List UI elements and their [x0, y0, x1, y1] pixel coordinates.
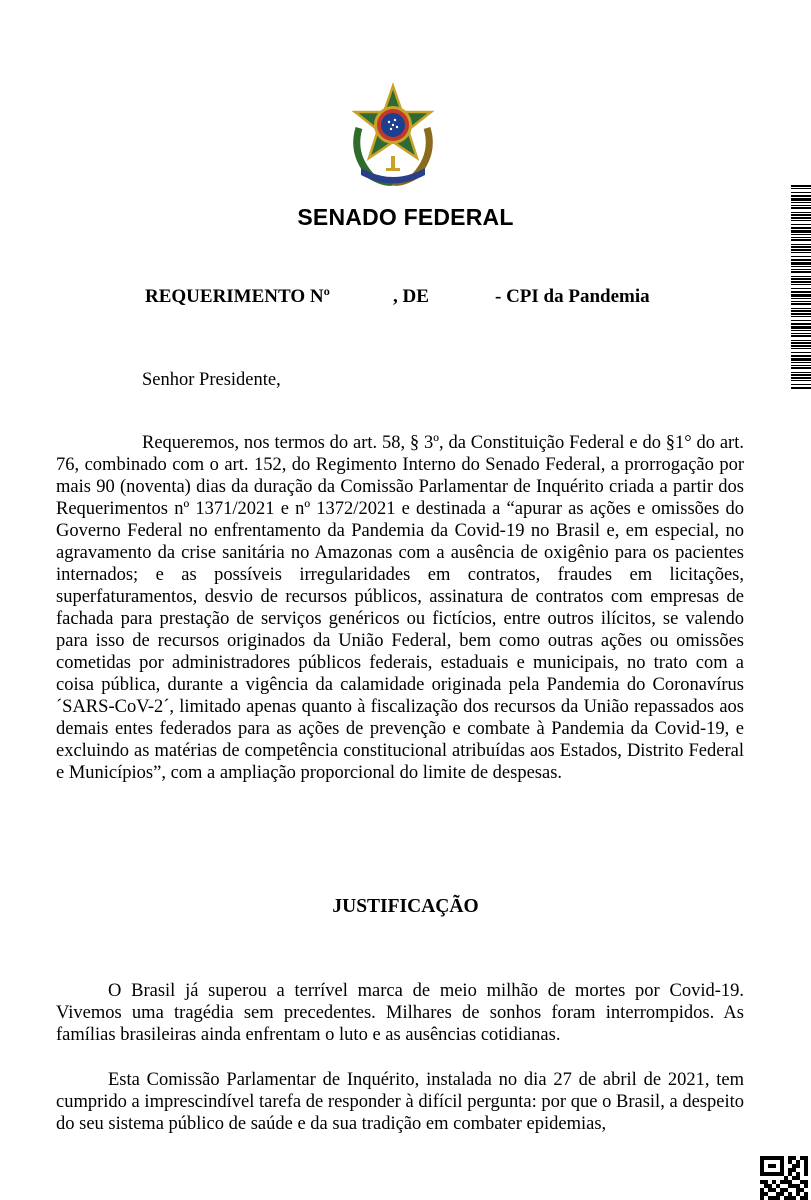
request-date-label: , DE [393, 286, 429, 307]
brazil-coat-of-arms-icon [345, 82, 441, 190]
justification-heading: JUSTIFICAÇÃO [332, 896, 479, 917]
request-label: REQUERIMENTO Nº [145, 286, 330, 307]
institution-title: SENADO FEDERAL [297, 204, 514, 230]
justification-paragraph-2: Esta Comissão Parlamentar de Inquérito, instalada no dia 27 de abril de 2021, tem cumprido a imprescindível tarefa de responder à difícil pergunta: por que o Brasil, a despeito do seu sistema público de saúde e da sua tradição em combater epidemias, [56, 1070, 744, 1134]
request-cpi-label: - CPI da Pandemia [495, 286, 650, 307]
barcode-icon [791, 185, 811, 390]
qr-code-icon [760, 1156, 808, 1200]
salutation: Senhor Presidente, [142, 370, 281, 390]
request-body-paragraph: Requeremos, nos termos do art. 58, § 3º, da Constituição Federal e do §1° do art. 76, combinado com o art. 152, do Regimento Interno do Senado Federal, a prorrogação por mais 90 (noventa) dias da duração da Comissão Parlamentar de Inquérito criada a partir dos Requerimentos nº 1371/2021 e nº 1372/2021 e destinada a “apurar as ações e omissões do Governo Federal no enfrentamento da Pandemia da Covid-19 no Brasil e, em especial, no agravamento da crise sanitária no Amazonas com a ausência de oxigênio para os pacientes internados; e as possíveis irregularidades em contratos, fraudes em licitações, superfaturamentos, desvio de recursos públicos, assinatura de contratos com empresas de fachada para prestação de serviços genéricos ou fictícios, entre outros ilícitos, se valendo para isso de recursos originados da União Federal, bem como outras ações ou omissões cometidas por administradores públicos federais, estaduais e municipais, no trato com a coisa pública, durante a vigência da calamidade originada pela Pandemia do Coronavírus ´SARS-CoV-2´, limitado apenas quanto à fiscalização dos recursos da União repassados aos demais entes federados para as ações de prevenção e combate à Pandemia da Covid-19, e excluindo as matérias de competência constitucional atribuídas aos Estados, Distrito Federal e Municípios”, com a ampliação proporcional do limite de despesas. [56, 433, 744, 783]
request-number-line [145, 286, 650, 310]
justification-paragraph-1: O Brasil já superou a terrível marca de meio milhão de mortes por Covid-19. Vivemos uma tragédia sem precedentes. Milhares de sonhos foram interrompidos. As famílias brasileiras ainda enfrentam o luto e as ausências cotidianas. [56, 981, 744, 1045]
